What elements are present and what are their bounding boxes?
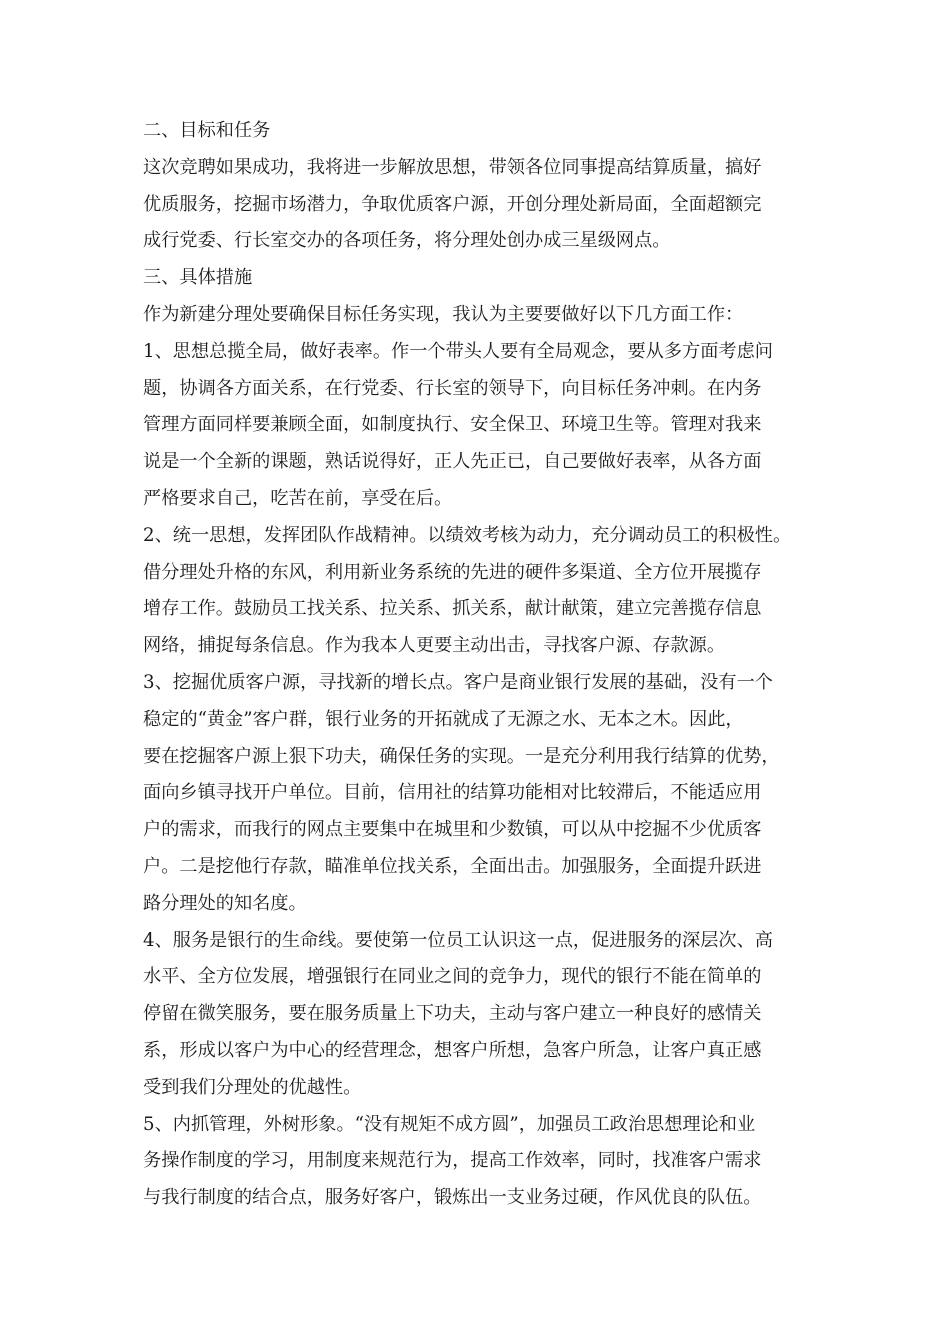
text-line: 要在挖掘客户源上狠下功夫，确保任务的实现。一是充分利用我行结算的优势， <box>143 745 780 767</box>
text-line: 4、服务是银行的生命线。要使第一位员工认识这一点，促进服务的深层次、高 <box>143 929 773 951</box>
text-line: 这次竞聘如果成功，我将进一步解放思想，带领各位同事提高结算质量，搞好 <box>143 156 762 178</box>
text-line: 户的需求，而我行的网点主要集中在城里和少数镇，可以从中挖掘不少优质客 <box>143 819 762 841</box>
text-line: 系，形成以客户为中心的经营理念，想客户所想，急客户所急，让客户真正感 <box>143 1039 762 1061</box>
text-line: 成行党委、行长室交办的各项任务，将分理处创办成三星级网点。 <box>143 230 671 252</box>
text-line: 与我行制度的结合点，服务好客户，锻炼出一支业务过硬，作风优良的队伍。 <box>143 1187 762 1209</box>
text-line: 网络，捕捉每条信息。作为我本人更要主动出击，寻找客户源、存款源。 <box>143 635 726 657</box>
section-heading: 二、目标和任务 <box>143 120 271 141</box>
text-line: 增存工作。鼓励员工找关系、拉关系、抓关系，献计献策，建立完善揽存信息 <box>143 598 762 620</box>
text-line: 户。二是挖他行存款，瞄准单位找关系，全面出击。加强服务，全面提升跃进 <box>143 855 762 877</box>
text-line: 题，协调各方面关系，在行党委、行长室的领导下，向目标任务冲刺。在内务 <box>143 377 762 399</box>
text-line: 路分理处的知名度。 <box>143 892 307 914</box>
text-line: 1、思想总揽全局，做好表率。作一个带头人要有全局观念，要从多方面考虑问 <box>143 340 773 362</box>
section-heading: 三、具体措施 <box>143 267 253 289</box>
text-line: 水平、全方位发展，增强银行在同业之间的竞争力，现代的银行不能在简单的 <box>143 966 762 988</box>
text-line: 5、内抓管理，外树形象。“没有规矩不成方圆”，加强员工政治思想理论和业 <box>143 1113 756 1135</box>
text-line: 稳定的“黄金”客户群，银行业务的开拓就成了无源之水、无本之木。因此， <box>143 708 744 730</box>
text-line: 作为新建分理处要确保目标任务实现，我认为主要要做好以下几方面工作： <box>143 303 744 325</box>
text-line: 停留在微笑服务，要在服务质量上下功夫，主动与客户建立一种良好的感情关 <box>143 1003 762 1025</box>
text-line: 优质服务，挖掘市场潜力，争取优质客户源，开创分理处新局面，全面超额完 <box>143 193 762 215</box>
text-line: 说是一个全新的课题，熟话说得好，正人先正已，自己要做好表率，从各方面 <box>143 451 762 473</box>
document-body <box>143 113 843 1217</box>
text-line: 受到我们分理处的优越性。 <box>143 1076 362 1098</box>
text-line: 严格要求自己，吃苦在前，享受在后。 <box>143 487 453 509</box>
text-line: 管理方面同样要兼顾全面，如制度执行、安全保卫、环境卫生等。管理对我来 <box>143 414 762 436</box>
text-line: 面向乡镇寻找开户单位。目前，信用社的结算功能相对比较滞后，不能适应用 <box>143 782 762 804</box>
text-line: 3、挖掘优质客户源，寻找新的增长点。客户是商业银行发展的基础，没有一个 <box>143 671 773 693</box>
text-line: 2、统一思想，发挥团队作战精神。以绩效考核为动力，充分调动员工的积极性。 <box>143 524 792 546</box>
text-line: 借分理处升格的东风，利用新业务系统的先进的硬件多渠道、全方位开展揽存 <box>143 561 762 583</box>
text-line: 务操作制度的学习，用制度来规范行为，提高工作效率，同时，找准客户需求 <box>143 1150 762 1172</box>
